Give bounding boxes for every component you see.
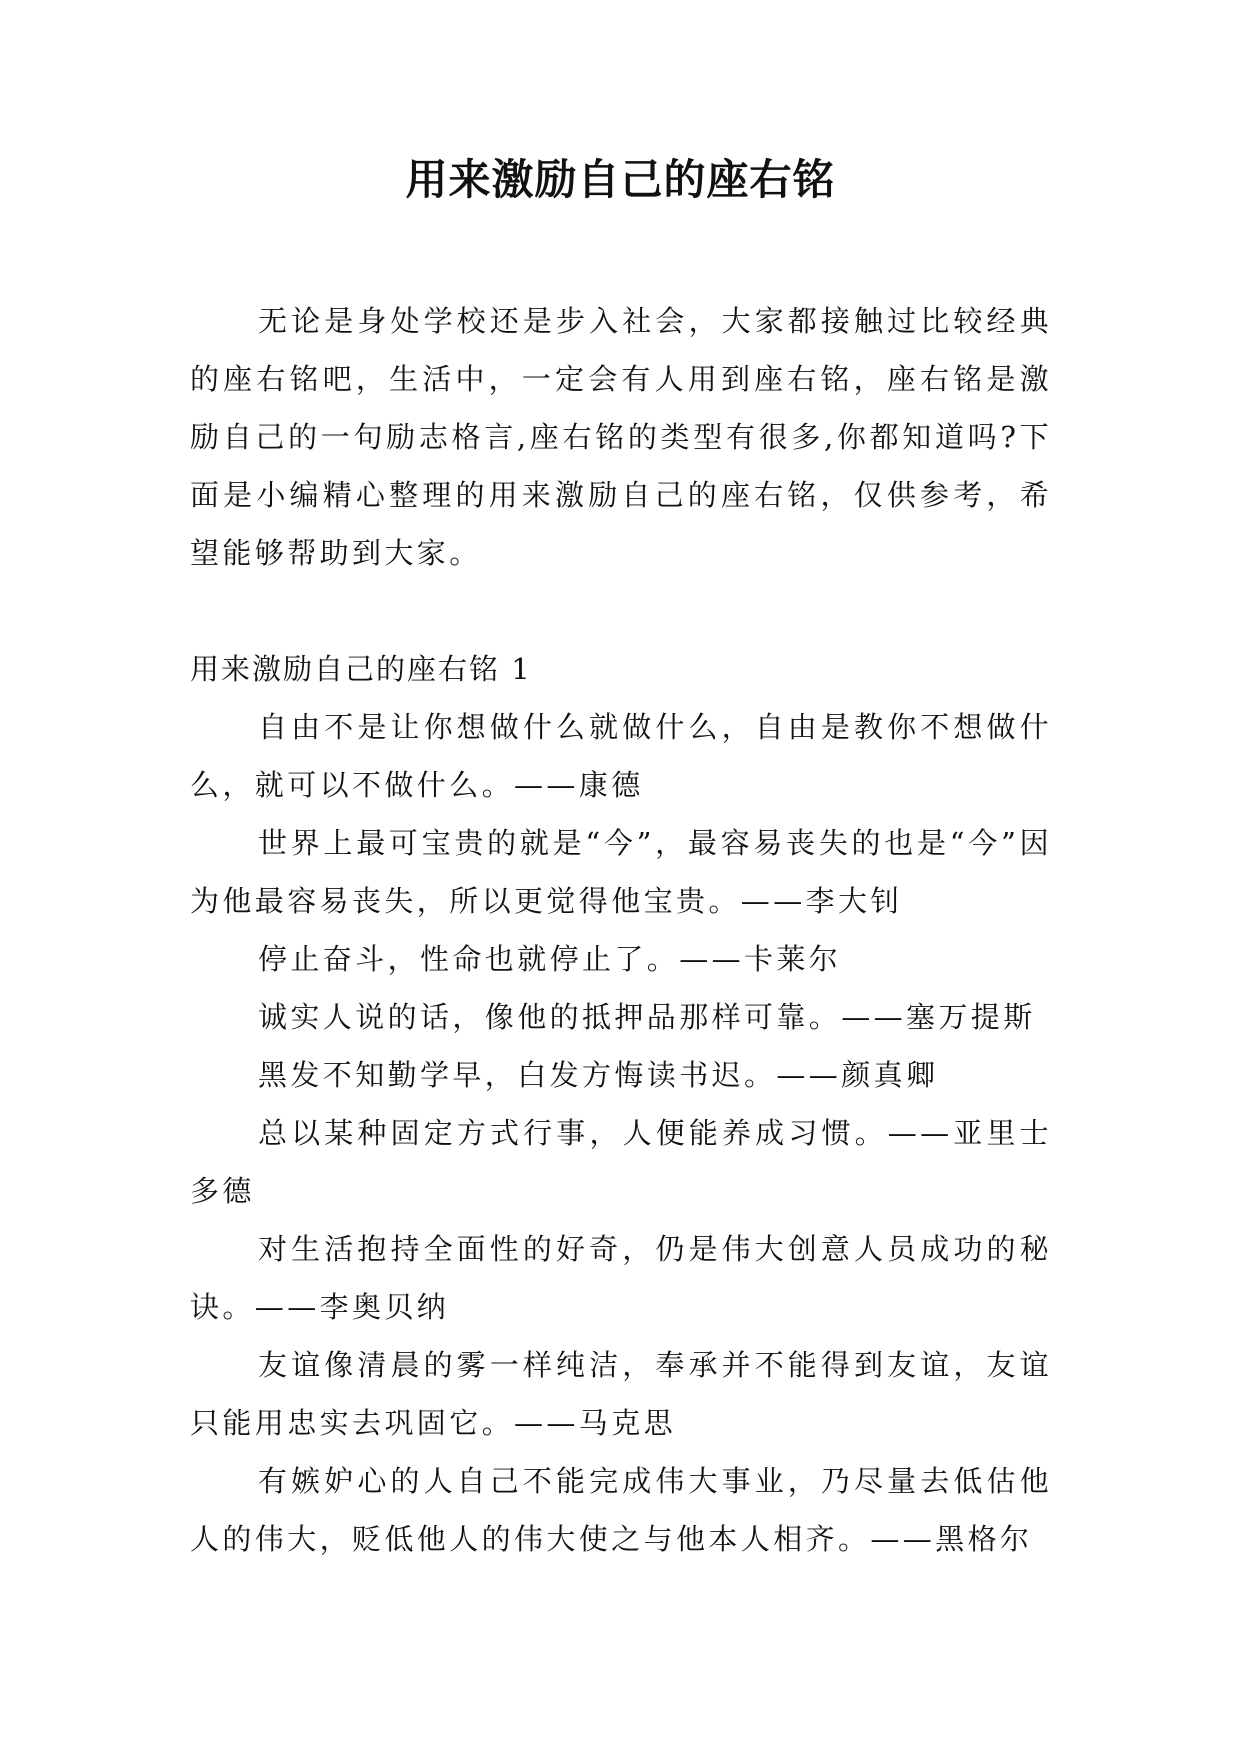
document-body bbox=[190, 292, 1052, 1568]
quote-paragraph: 有嫉妒心的人自己不能完成伟大事业，乃尽量去低估他人的伟大，贬低他人的伟大使之与他本人相齐。——黑格尔 bbox=[190, 1464, 1052, 1556]
intro-paragraph: 无论是身处学校还是步入社会，大家都接触过比较经典的座右铭吧，生活中，一定会有人用到座右铭，座右铭是激励自己的一句励志格言,座右铭的类型有很多,你都知道吗?下面是小编精心整理的用来激励自己的座右铭，仅供参考，希望能够帮助到大家。 bbox=[190, 304, 1052, 570]
paragraph-spacer bbox=[190, 582, 1052, 640]
quote-paragraph: 诚实人说的话，像他的抵押品那样可靠。——塞万提斯 bbox=[258, 1000, 1036, 1034]
section-heading: 用来激励自己的座右铭 1 bbox=[190, 652, 532, 686]
quote-paragraph: 友谊像清晨的雾一样纯洁，奉承并不能得到友谊，友谊只能用忠实去巩固它。——马克思 bbox=[190, 1348, 1052, 1440]
quote-paragraph: 停止奋斗，性命也就停止了。——卡莱尔 bbox=[258, 942, 842, 976]
document-title: 用来激励自己的座右铭 bbox=[405, 155, 836, 204]
quote-paragraph: 世界上最可宝贵的就是“今”，最容易丧失的也是“今”因为他最容易丧失，所以更觉得他宝贵。——李大钊 bbox=[190, 826, 1052, 918]
quote-paragraph: 对生活抱持全面性的好奇，仍是伟大创意人员成功的秘诀。——李奥贝纳 bbox=[190, 1232, 1052, 1324]
quote-paragraph: 总以某种固定方式行事，人便能养成习惯。——亚里士多德 bbox=[190, 1116, 1052, 1208]
quote-paragraph: 黑发不知勤学早，白发方悔读书迟。——颜真卿 bbox=[258, 1058, 939, 1092]
quote-paragraph: 自由不是让你想做什么就做什么，自由是教你不想做什么，就可以不做什么。——康德 bbox=[190, 710, 1052, 802]
